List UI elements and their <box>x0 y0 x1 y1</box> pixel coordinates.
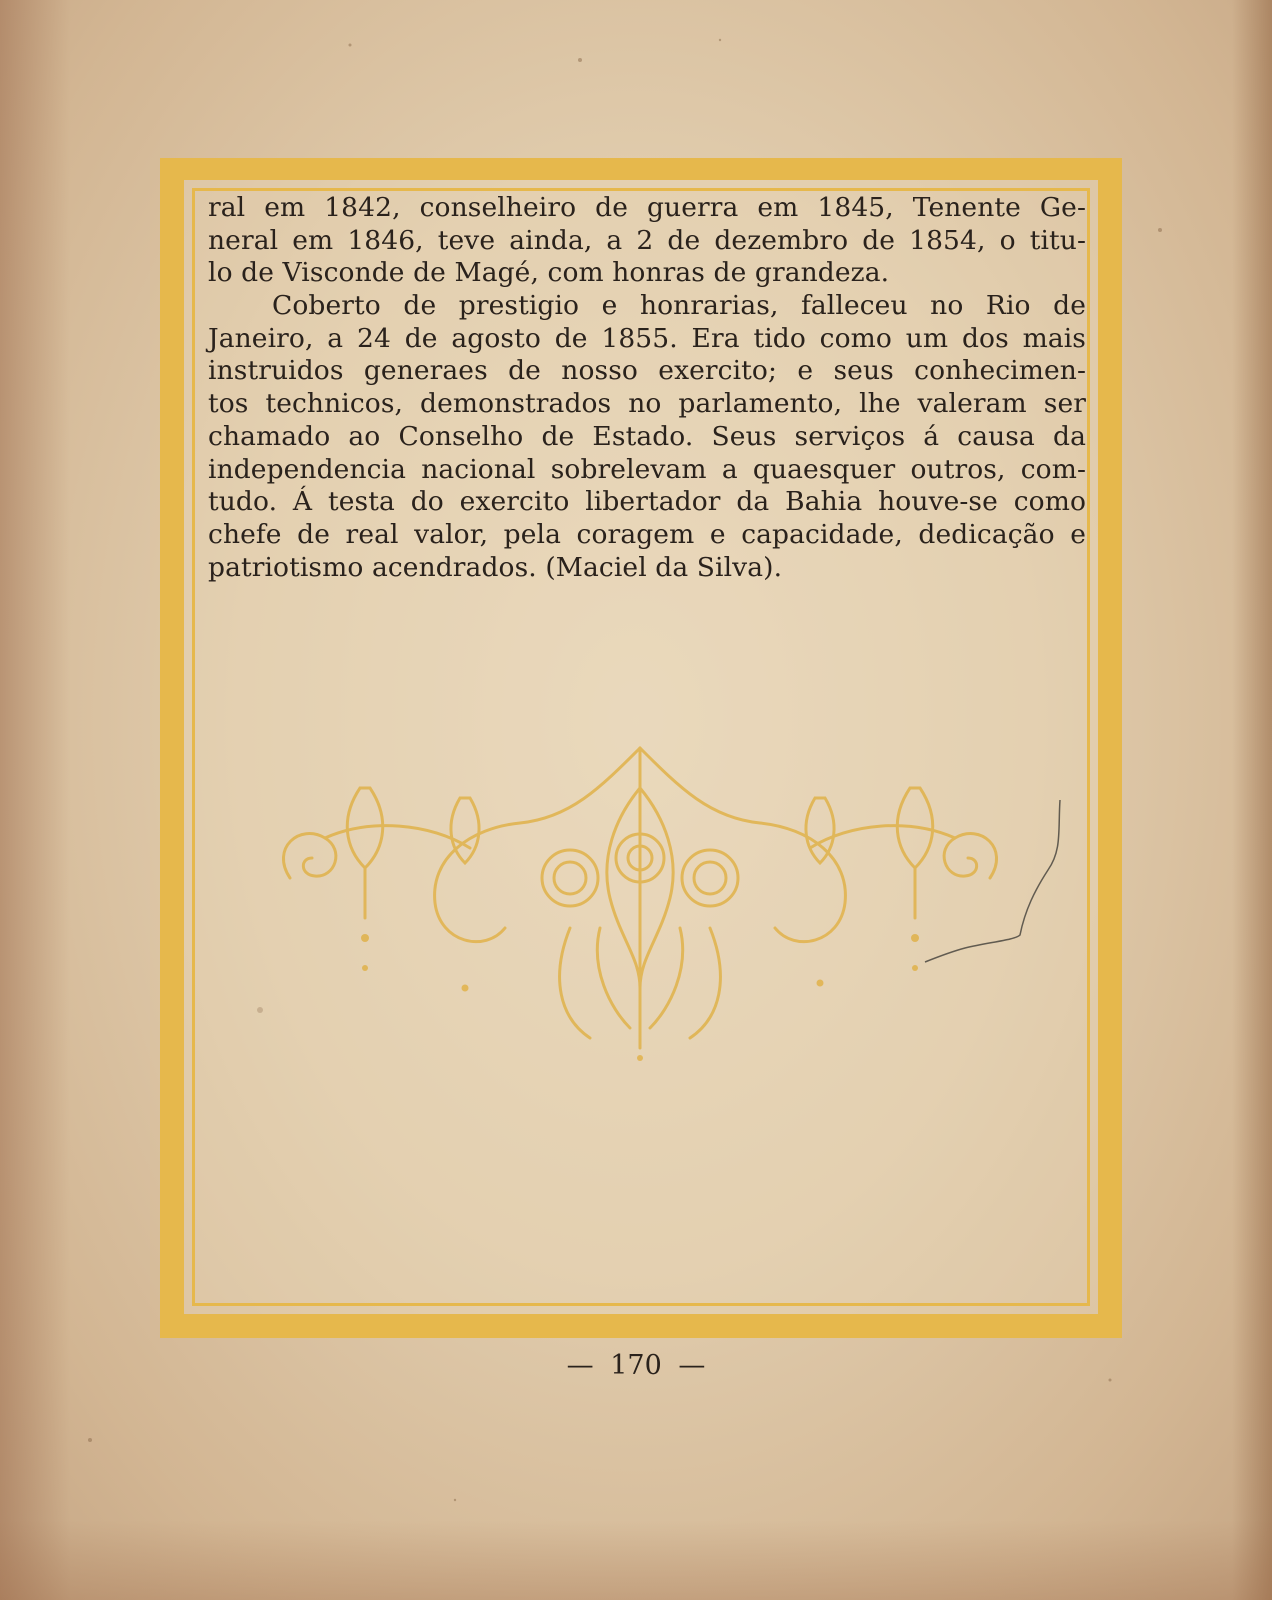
text-line: Coberto de prestigio e honrarias, falleceu no Rio de <box>272 290 1086 322</box>
floral-vignette-icon <box>270 728 1010 1078</box>
text-line: instruidos generaes de nosso exercito; e seus conhecimen- <box>208 355 1086 387</box>
text-line: patriotismo acendrados. (Maciel da Silva). <box>208 551 783 583</box>
text-line: Janeiro, a 24 de agosto de 1855. Era tido como um dos mais <box>208 322 1086 354</box>
text-line: tos technicos, demonstrados no parlamento, lhe valeram ser <box>208 388 1086 420</box>
text-line: chefe de real valor, pela coragem e capacidade, dedicação e <box>208 518 1086 550</box>
pencil-stroke-icon <box>920 780 1080 980</box>
body-text <box>208 192 1086 584</box>
text-line: ral em 1842, conselheiro de guerra em 1845, Tenente Ge- <box>208 192 1086 223</box>
text-line: neral em 1846, teve ainda, a 2 de dezembro de 1854, o titu- <box>208 224 1086 256</box>
text-line: lo de Visconde de Magé, com honras de grandeza. <box>208 257 890 289</box>
text-line: independencia nacional sobrelevam a quaesquer outros, com- <box>208 453 1086 485</box>
text-line: tudo. Á testa do exercito libertador da Bahia houve-se como <box>208 486 1086 518</box>
text-line: chamado ao Conselho de Estado. Seus serviços á causa da <box>208 420 1086 452</box>
page-number: — 170 — <box>566 1350 706 1381</box>
